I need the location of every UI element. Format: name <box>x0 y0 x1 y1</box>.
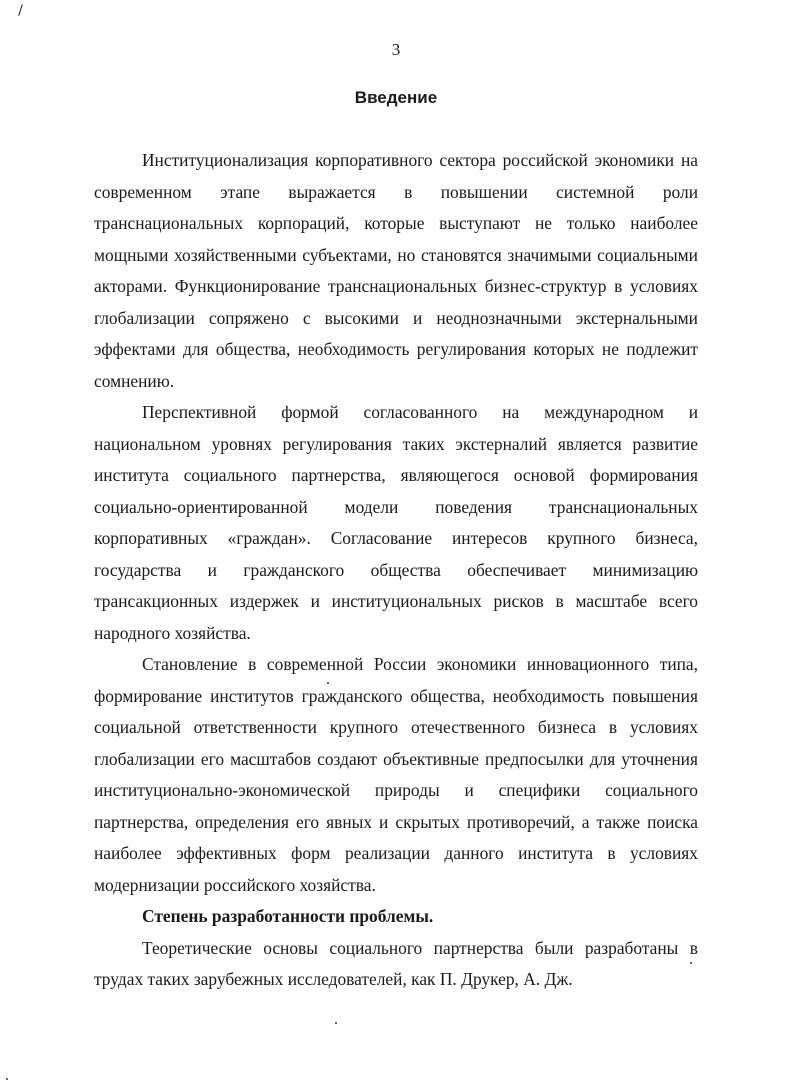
scan-speck <box>6 1078 8 1080</box>
document-body <box>94 145 698 996</box>
page-title: Введение <box>354 88 438 107</box>
paragraph-3: Становление в современной России экономики инновационного типа, формирование институтов гражданского общества, необходимость повышения социальной ответственности крупного отечественного бизнеса в условиях глобализации его масштабов создают объективные предпосылки для уточнения институционально-экономической природы и специфики социального партнерства, определения его явных и скрытых противоречий, а также поиска наиболее эффективных форм реализации данного института в условиях модернизации российского хозяйства. <box>94 654 698 895</box>
scan-speck <box>327 682 329 684</box>
scan-mark <box>18 4 23 16</box>
scan-speck <box>335 1022 337 1024</box>
paragraph-2: Перспективной формой согласованного на международном и национальном уровнях регулирования таких экстерналий является развитие института социального партнерства, являющегося основой формирования социально-ориентированной модели поведения транснациональных корпоративных «граждан». Согласование интересов крупного бизнеса, государства и гражданского общества обеспечивает минимизацию трансакционных издержек и институциональных рисков в масштабе всего народного хозяйства. <box>94 402 698 643</box>
section-heading-text: Степень разработанности проблемы. <box>142 906 434 926</box>
paragraph-1: Институционализация корпоративного сектора российской экономики на современном этапе выражается в повышении системной роли транснациональных корпораций, которые выступают не только наиболее мощными хозяйственными субъектами, но становятся значимыми социальными акторами. Функционирование транснациональных бизнес-структур в условиях глобализации сопряжено с высокими и неоднозначными экстернальными эффектами для общества, необходимость регулирования которых не подлежит сомнению. <box>94 150 698 391</box>
page-number: 3 <box>391 40 401 59</box>
scan-speck <box>690 962 692 964</box>
section-heading <box>94 901 698 933</box>
paragraph-4: Теоретические основы социального партнерства были разработаны в трудах таких зарубежных исследователей, как П. Друкер, А. Дж. <box>94 937 698 989</box>
